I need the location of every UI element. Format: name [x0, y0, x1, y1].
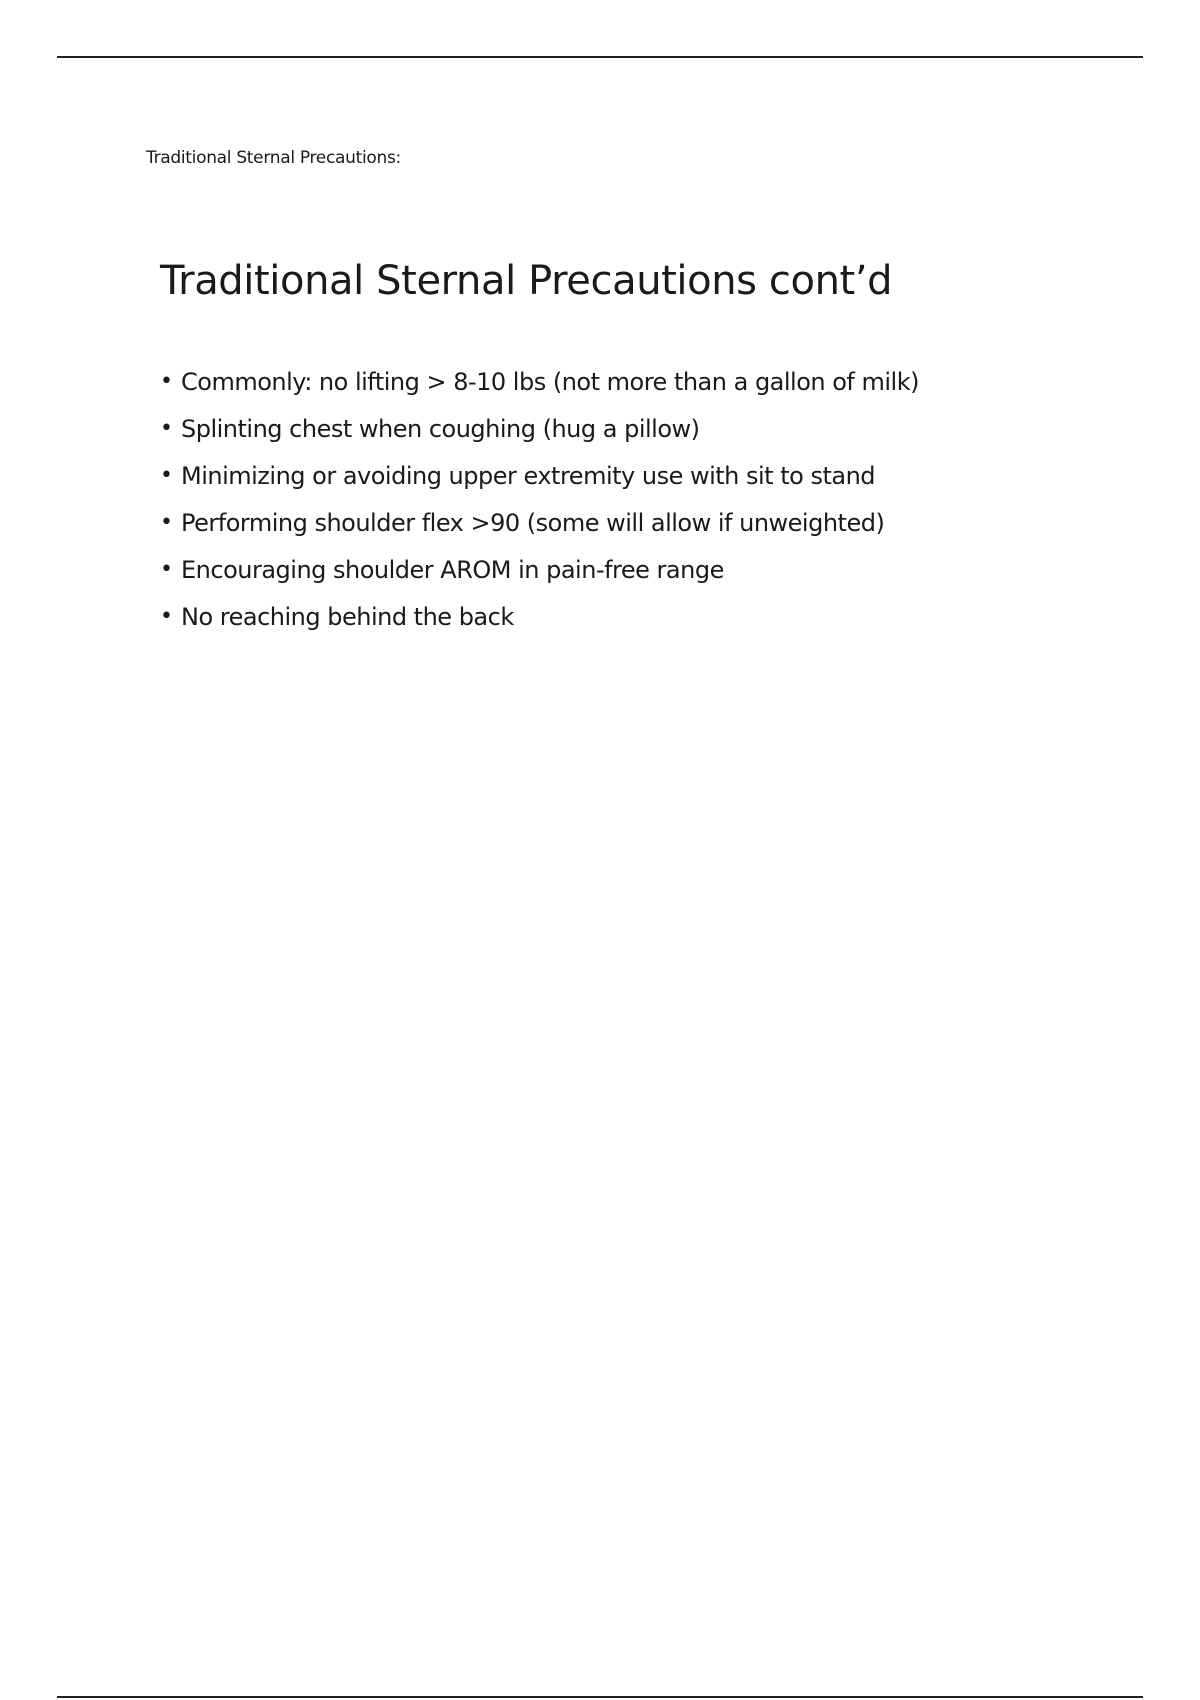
bullet-icon: •	[160, 557, 173, 582]
slide-title: Traditional Sternal Precautions cont’d	[160, 258, 893, 304]
bullet-icon: •	[160, 416, 173, 441]
list-item	[160, 358, 919, 405]
bullet-list	[160, 358, 919, 640]
bullet-icon: •	[160, 604, 173, 629]
list-item	[160, 452, 919, 499]
list-item	[160, 405, 919, 452]
list-item	[160, 546, 919, 593]
bottom-divider	[57, 1696, 1143, 1698]
bullet-icon: •	[160, 369, 173, 394]
list-item	[160, 499, 919, 546]
bullet-text: Commonly: no lifting > 8-10 lbs (not more than a gallon of milk)	[181, 367, 919, 396]
bullet-icon: •	[160, 510, 173, 535]
bullet-text: Encouraging shoulder AROM in pain-free range	[181, 555, 724, 584]
bullet-text: No reaching behind the back	[181, 602, 514, 631]
bullet-icon: •	[160, 463, 173, 488]
page-heading: Traditional Sternal Precautions:	[146, 148, 401, 168]
list-item	[160, 593, 919, 640]
bullet-text: Performing shoulder flex >90 (some will allow if unweighted)	[181, 508, 885, 537]
slide-image	[140, 240, 1060, 640]
bullet-text: Minimizing or avoiding upper extremity use with sit to stand	[181, 461, 876, 490]
bullet-text: Splinting chest when coughing (hug a pillow)	[181, 414, 700, 443]
top-divider	[57, 56, 1143, 58]
